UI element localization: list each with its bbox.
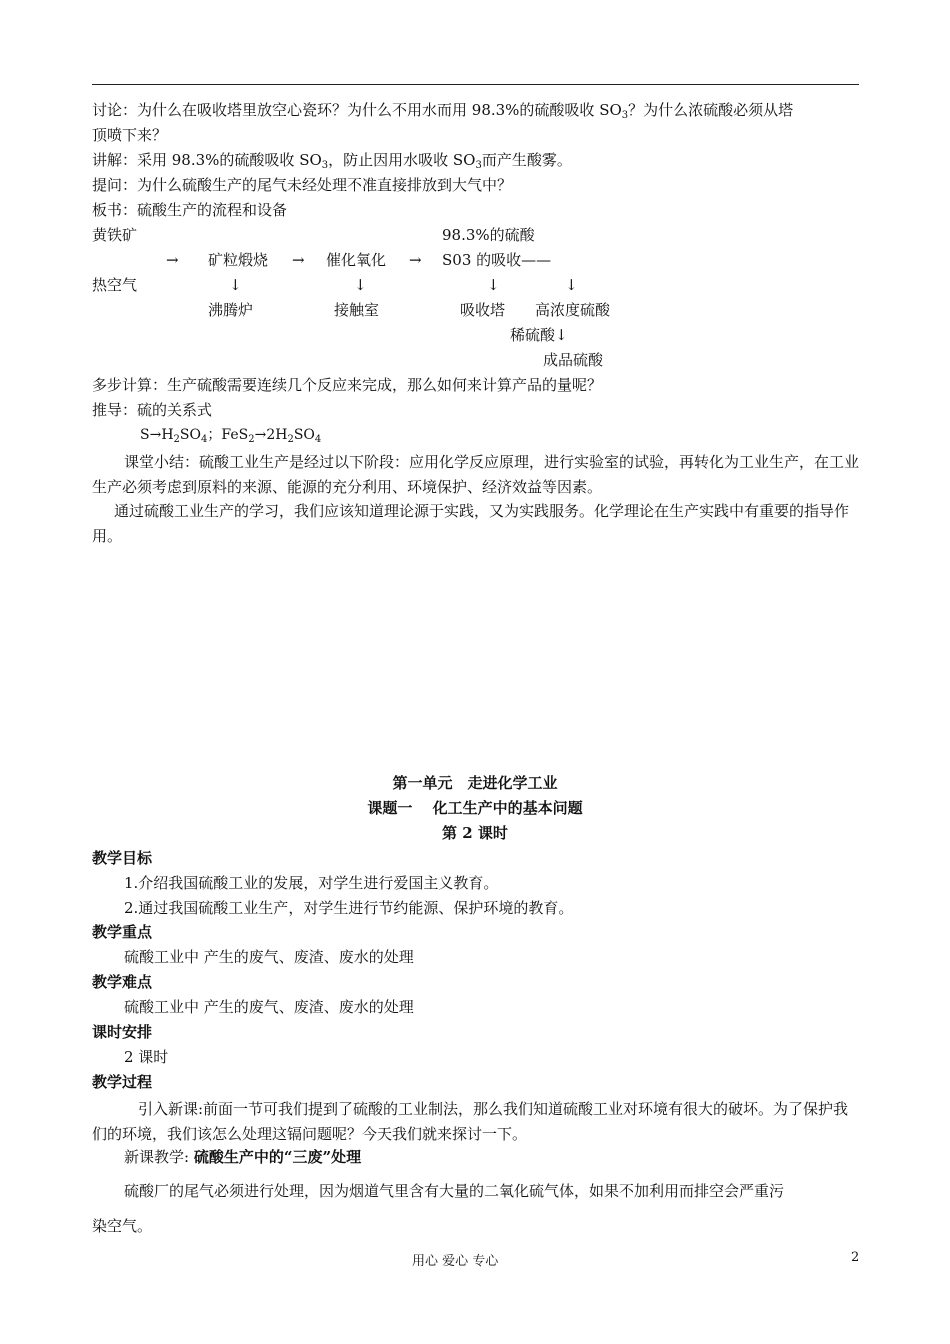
subscript: 4 [314,434,322,445]
flow-oxidation: 催化氧化 [326,251,387,269]
question-line: 提问：为什么硫酸生产的尾气未经处理不准直接排放到大气中？ [92,176,513,194]
explain-text: ，防止因用水吸收 SO [328,151,476,169]
flow-pyrite: 黄铁矿 [92,226,138,244]
goal-2: 2.通过我国硫酸工业生产，对学生进行节约能源、保护环境的教育。 [124,899,574,917]
dilute-acid-arrow: ↓ [555,326,568,344]
explanation-line [92,150,572,176]
goal-1: 1.介绍我国硫酸工业的发展，对学生进行爱国主义教育。 [124,874,499,892]
formula-arrow: → [149,427,162,443]
intro-paragraph: 引入新课:前面一节可我们提到了硫酸的工业制法，那么我们知道硫酸工业对环境有很大的破坏。为了保护我们的环境，我们该怎么处理这镉问题呢？今天我们就来探讨一下。 [92,1100,849,1143]
formula-part: ；FeS [207,427,249,443]
sulfur-relation-formula [140,425,321,450]
difficulties: 硫酸工业中 产生的废气、废渣、废水的处理 [124,998,414,1016]
flow-down-arrow-4: ↓ [565,276,578,294]
header-rule [92,84,859,85]
flow-absorber: 吸收塔 [460,301,506,319]
subscript: 2 [248,434,255,445]
subscript: 4 [201,434,208,445]
formula-part: H [161,427,174,443]
discussion-text: 讨论：为什么在吸收塔里放空心瓷环？为什么不用水而用 98.3%的硫酸吸收 SO [92,101,622,119]
formula-arrow: → [254,427,267,443]
formula-part: SO [179,427,201,443]
flow-hot-air: 热空气 [92,276,138,294]
explain-text: 而产生酸雾。 [481,151,572,169]
flow-dilute-acid [510,325,568,345]
flow-absorption: S03 的吸收—— [442,251,552,269]
footer-motto: 用心 爱心 专心 [412,1254,499,1269]
flow-boiling-furnace: 沸腾炉 [208,301,254,319]
class-summary: 课堂小结：硫酸工业生产是经过以下阶段：应用化学反应原理，进行实验室的试验，再转化为工业生产，在工业生产必须考虑到原料的来源、能源的充分利用、环境保护、经济效益等因素。 [92,453,860,496]
unit-title: 第一单元 走进化学工业 [392,774,558,792]
key-points-heading: 教学重点 [92,923,153,941]
flow-arrow-2: → [292,251,305,269]
schedule: 2 课时 [124,1048,169,1066]
board-line: 板书：硫酸生产的流程和设备 [92,201,288,219]
new-lesson-line [124,1147,361,1167]
flow-high-acid: 高浓度硫酸 [535,301,611,319]
derivation-line: 推导：硫的关系式 [92,401,213,419]
calculation-line: 多步计算：生产硫酸需要连续几个反应来完成，那么如何来计算产品的量呢？ [92,376,603,394]
subscript: 2 [173,434,180,445]
difficulties-heading: 教学难点 [92,973,153,991]
conclusion-paragraph: 通过硫酸工业生产的学习，我们应该知道理论源于实践，又为实践服务。化学理论在生产实践中有重要的指导作用。 [92,502,850,545]
dilute-acid-label: 稀硫酸 [510,326,556,344]
plant-paragraph-line-1: 硫酸厂的尾气必须进行处理，因为烟道气里含有大量的二氧化硫气体，如果不加利用而排空会严重污 [124,1182,785,1200]
plant-paragraph-line-2: 染空气。 [92,1217,153,1235]
flow-down-arrow-2: ↓ [354,276,367,294]
new-lesson-title: 硫酸生产中的“三废”处理 [193,1148,362,1166]
key-points: 硫酸工业中 产生的废气、废渣、废水的处理 [124,948,414,966]
page-number: 2 [851,1250,860,1265]
flow-contact-room: 接触室 [334,301,380,319]
discussion-text-end: ？为什么浓硫酸必须从塔 [628,101,794,119]
topic-title: 课题一 化工生产中的基本问题 [367,799,583,817]
formula-part: SO [293,427,315,443]
flow-down-arrow-1: ↓ [229,276,242,294]
subscript: 3 [621,110,629,121]
discussion-line-2: 顶喷下来？ [92,126,168,144]
formula-part: 2H [266,427,288,443]
explain-text: 讲解：采用 98.3%的硫酸吸收 SO [92,151,322,169]
new-lesson-label: 新课教学: [124,1148,194,1166]
flow-down-arrow-3: ↓ [487,276,500,294]
subscript: 3 [321,160,329,171]
lesson-number: 第 2 课时 [442,824,508,842]
subscript: 2 [287,434,294,445]
goals-heading: 教学目标 [92,849,153,867]
flow-arrow-3: → [409,251,422,269]
flow-roasting: 矿粒煅烧 [208,251,269,269]
subscript: 3 [475,160,482,171]
discussion-line-1 [92,100,793,126]
formula-s: S [140,427,150,443]
flow-acid-label: 98.3%的硫酸 [442,226,535,244]
process-heading: 教学过程 [92,1073,153,1091]
schedule-heading: 课时安排 [92,1023,153,1041]
flow-product-acid: 成品硫酸 [543,351,604,369]
flow-arrow-1: → [166,251,179,269]
